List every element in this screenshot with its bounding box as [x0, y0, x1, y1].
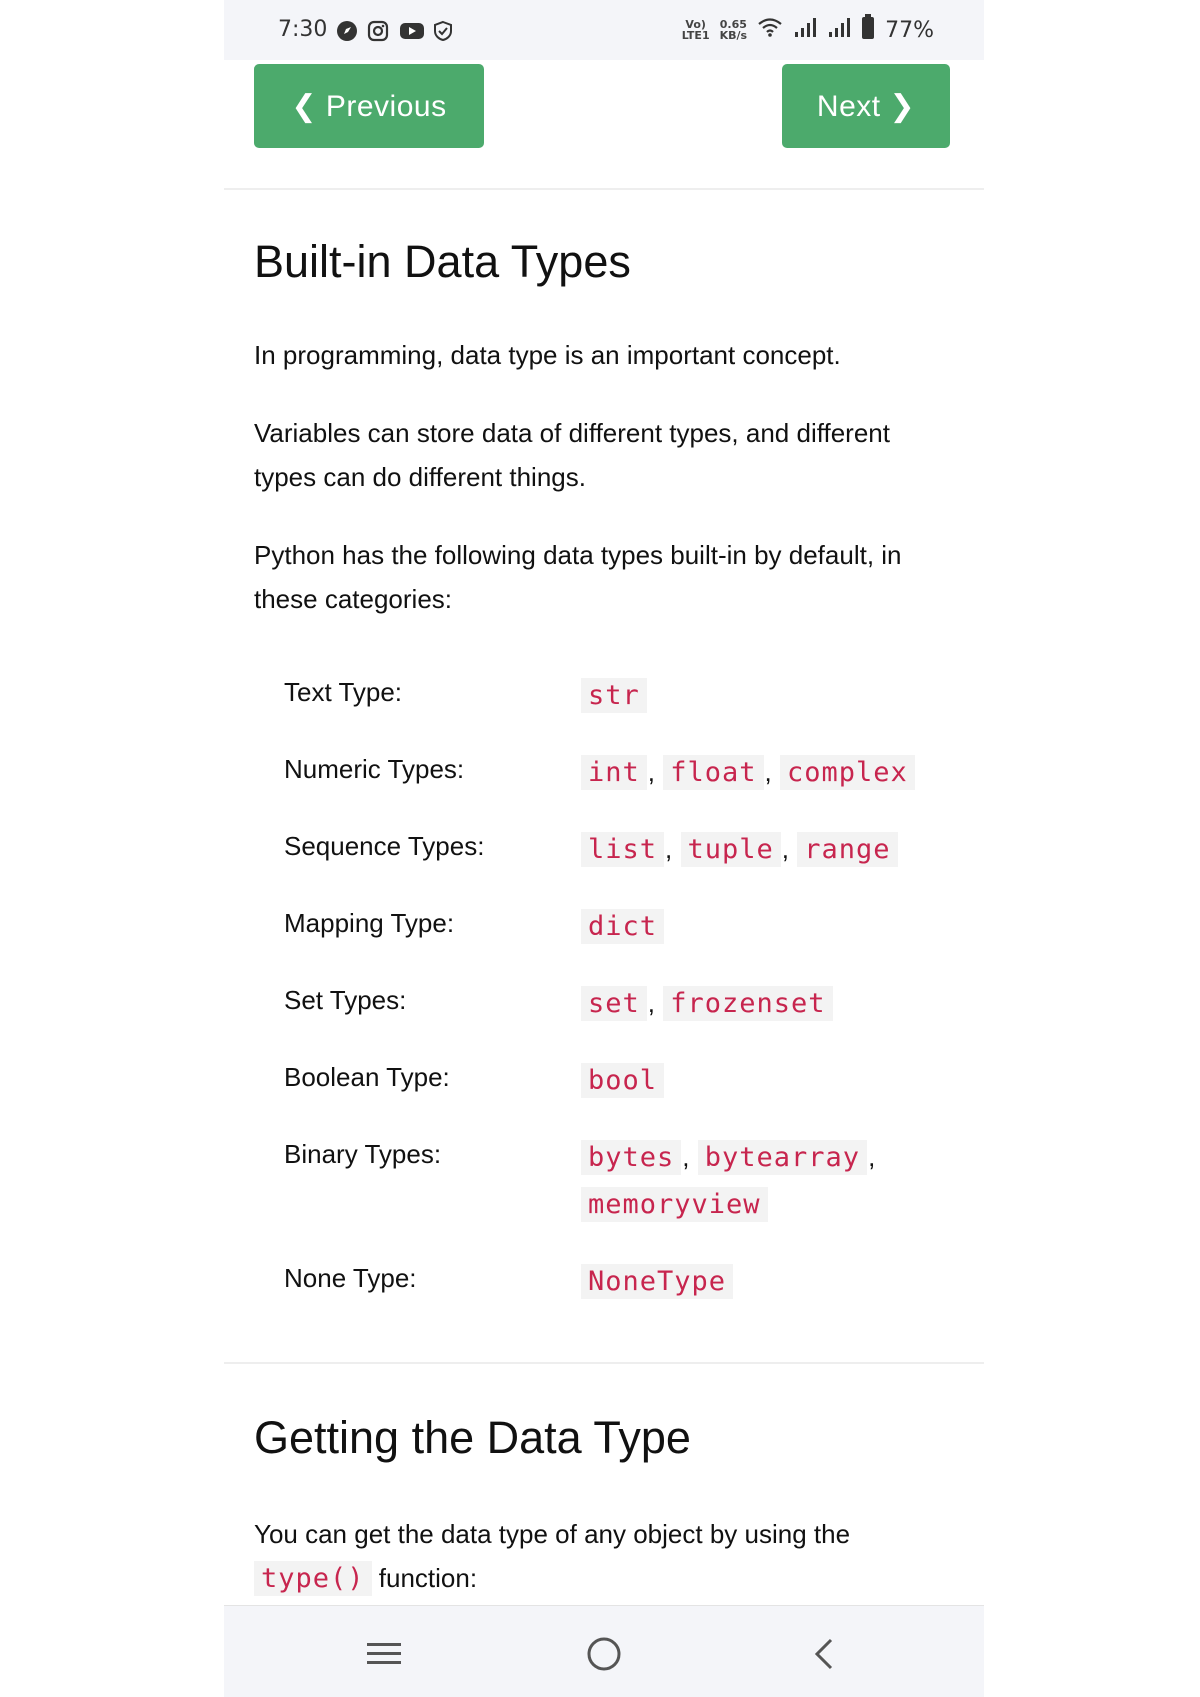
- divider: [224, 1362, 984, 1364]
- battery-percent: 77%: [885, 17, 934, 43]
- row-values: [581, 1057, 921, 1104]
- row-label: Mapping Type:: [284, 908, 455, 938]
- type-code: bool: [581, 1063, 664, 1098]
- type-code: range: [797, 832, 897, 867]
- row-values: [581, 1258, 921, 1305]
- system-nav-bar: [224, 1605, 984, 1697]
- type-code: int: [581, 755, 647, 790]
- row-values: [581, 672, 921, 719]
- row-values: list , tuple , range: [581, 826, 921, 873]
- row-label: Text Type:: [284, 677, 403, 707]
- type-code: float: [663, 755, 763, 790]
- type-code: bytearray: [698, 1140, 867, 1175]
- row-label: Binary Types:: [284, 1139, 442, 1169]
- previous-button[interactable]: ❮ Previous: [254, 64, 484, 148]
- type-code: bytes: [581, 1140, 681, 1175]
- status-time: 7:30: [278, 17, 328, 42]
- row-values: int , float , complex: [581, 749, 921, 796]
- row-values: [581, 903, 921, 950]
- signal-icon-2: [827, 16, 851, 44]
- row-label: None Type:: [284, 1263, 417, 1293]
- type-code: memoryview: [581, 1187, 768, 1222]
- status-bar: [224, 0, 984, 60]
- section-title-getting-data-type: Getting the Data Type: [254, 1412, 691, 1463]
- type-code: dict: [581, 909, 664, 944]
- instagram-icon: [367, 20, 389, 42]
- compass-app-icon: [336, 20, 358, 42]
- volte-indicator: Vo) LTE1: [681, 18, 710, 42]
- row-values: set , frozenset: [581, 980, 921, 1027]
- shield-app-icon: [432, 20, 454, 42]
- network-speed: 0.65 KB/s: [719, 18, 748, 42]
- type-code: NoneType: [581, 1264, 733, 1299]
- youtube-icon: [399, 20, 425, 42]
- type-code: list: [581, 832, 664, 867]
- home-icon[interactable]: [584, 1634, 624, 1674]
- type-function-paragraph: You can get the data type of any object by using the type() function:: [254, 1519, 851, 1594]
- categories-paragraph: Python has the following data types built-in by default, in these categories:: [254, 540, 902, 614]
- type-code: str: [581, 678, 647, 713]
- row-label: Numeric Types:: [284, 754, 465, 784]
- section-title-built-in-data-types: Built-in Data Types: [254, 236, 631, 287]
- signal-icon-1: [793, 16, 817, 44]
- back-icon[interactable]: [804, 1634, 844, 1674]
- row-label: Set Types:: [284, 985, 407, 1015]
- battery-icon: [861, 14, 875, 46]
- divider: [224, 188, 984, 190]
- status-right-group: [682, 14, 934, 46]
- row-label: Sequence Types:: [284, 831, 485, 861]
- next-button[interactable]: Next ❯: [782, 64, 950, 148]
- row-values: bytes , bytearray , memoryview: [581, 1134, 911, 1228]
- type-code: tuple: [681, 832, 781, 867]
- type-function-code: type(): [254, 1561, 372, 1596]
- variables-paragraph: Variables can store data of different types, and different types can do different things.: [254, 418, 890, 492]
- type-code: set: [581, 986, 647, 1021]
- row-label: Boolean Type:: [284, 1062, 450, 1092]
- type-code: frozenset: [663, 986, 832, 1021]
- intro-paragraph: In programming, data type is an important concept.: [254, 340, 841, 370]
- type-code: complex: [780, 755, 915, 790]
- menu-icon[interactable]: [364, 1634, 404, 1674]
- wifi-icon: [757, 16, 783, 44]
- phone-screen: [224, 0, 984, 1697]
